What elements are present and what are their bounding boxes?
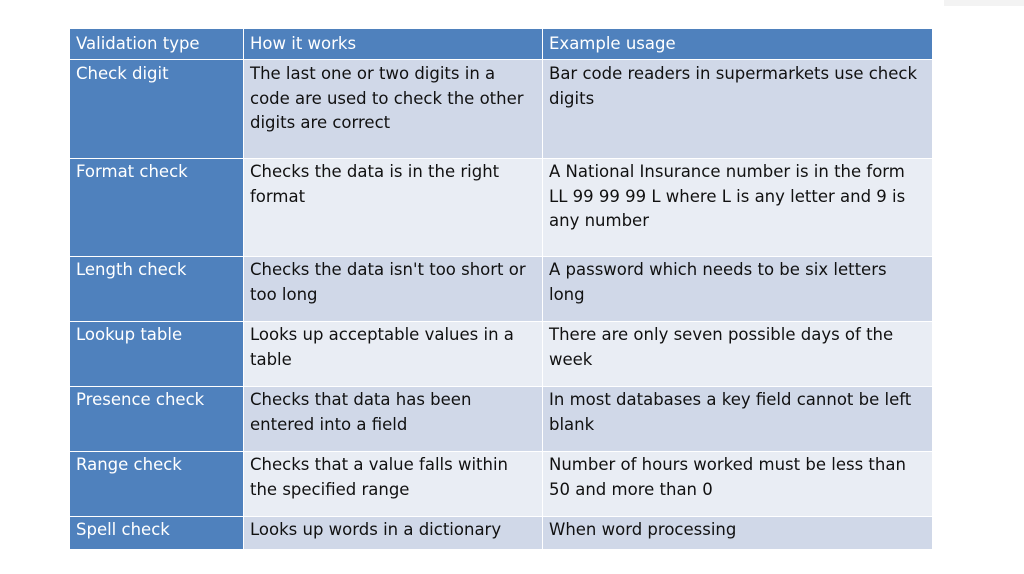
row-how-it-works: Checks the data isn't too short or too long (244, 257, 543, 322)
row-validation-type: Format check (70, 159, 244, 257)
header-row (70, 29, 933, 60)
row-validation-type: Presence check (70, 387, 244, 452)
header-validation-type: Validation type (70, 29, 244, 60)
table-header (70, 29, 933, 60)
row-example-usage: When word processing (543, 517, 933, 550)
table-row (70, 387, 933, 452)
table-row (70, 452, 933, 517)
row-example-usage: A password which needs to be six letters long (543, 257, 933, 322)
row-validation-type: Length check (70, 257, 244, 322)
row-example-usage: A National Insurance number is in the form LL 99 99 99 L where L is any letter and 9 is any number (543, 159, 933, 257)
row-how-it-works: Checks the data is in the right format (244, 159, 543, 257)
table-row (70, 60, 933, 159)
row-how-it-works: Looks up words in a dictionary (244, 517, 543, 550)
row-how-it-works: Checks that data has been entered into a field (244, 387, 543, 452)
validation-table (69, 28, 933, 550)
header-example-usage: Example usage (543, 29, 933, 60)
table-row (70, 159, 933, 257)
row-example-usage: There are only seven possible days of the week (543, 322, 933, 387)
corner-mark (944, 0, 1024, 6)
table-row (70, 257, 933, 322)
row-example-usage: In most databases a key field cannot be left blank (543, 387, 933, 452)
row-validation-type: Spell check (70, 517, 244, 550)
table-row (70, 517, 933, 550)
row-example-usage: Number of hours worked must be less than 50 and more than 0 (543, 452, 933, 517)
row-how-it-works: Looks up acceptable values in a table (244, 322, 543, 387)
row-validation-type: Lookup table (70, 322, 244, 387)
row-example-usage: Bar code readers in supermarkets use check digits (543, 60, 933, 159)
row-validation-type: Range check (70, 452, 244, 517)
table-body (70, 60, 933, 550)
header-how-it-works: How it works (244, 29, 543, 60)
row-validation-type: Check digit (70, 60, 244, 159)
row-how-it-works: Checks that a value falls within the specified range (244, 452, 543, 517)
row-how-it-works: The last one or two digits in a code are used to check the other digits are correct (244, 60, 543, 159)
table-row (70, 322, 933, 387)
